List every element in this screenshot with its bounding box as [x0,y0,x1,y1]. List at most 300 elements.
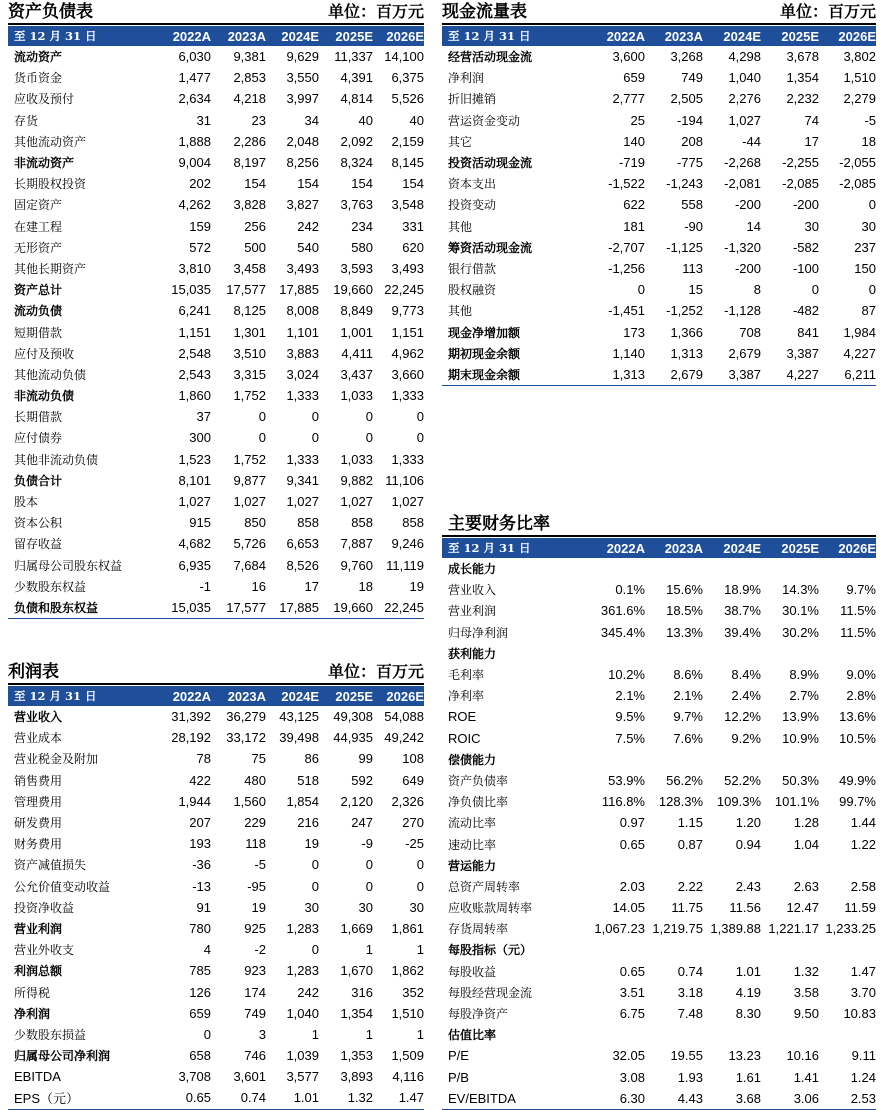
cell-value: 300 [189,430,211,446]
cell-value: 0 [365,430,373,446]
cell-value: 33,172 [226,730,266,746]
cell-value: 1,101 [286,324,319,340]
cell-value: 1,752 [233,451,266,467]
cell-value: 1,027 [728,112,761,128]
table-row [8,706,424,727]
cell-value: 3.58 [793,984,819,1000]
row-label: 获利能力 [448,646,497,661]
cell-value: -1,320 [724,239,761,255]
header-year: 2026E [819,26,876,46]
cell-value: 234 [351,218,373,234]
cell-value: 0.65 [619,963,645,979]
table-row [8,321,424,342]
cell-value: 154 [244,176,266,192]
table-row [8,1024,424,1045]
header-year: 2025E [319,26,373,46]
cell-value: 56.2% [666,772,703,788]
cell-value: 2,232 [786,91,819,107]
cell-value: 23 [251,112,266,128]
cell-value [703,855,761,876]
table-row [442,833,876,854]
row-label: 每股收益 [448,964,497,979]
table-row [8,960,424,981]
table-row [442,152,876,173]
cell-value: 39.4% [724,624,761,640]
cell-value: 2,159 [391,133,424,149]
cell-value: 858 [402,515,424,531]
row-label: 经营活动现金流 [448,50,533,65]
cell-value: 16 [251,578,266,594]
cell-value: 13.23 [728,1048,761,1064]
cell-value: 1,670 [340,963,373,979]
cell-value: -775 [676,155,703,171]
cell-value: 316 [351,984,373,1000]
table-row [442,1045,876,1066]
cell-value: 54,088 [384,709,424,725]
cell-value: 78 [196,751,211,767]
cell-value: 1.32 [793,963,819,979]
cell-value: 173 [623,324,645,340]
cell-value: 1,333 [391,388,424,404]
table-row [442,812,876,833]
table-row [8,110,424,131]
cell-value: 2,777 [612,91,645,107]
table-row [442,918,876,939]
cell-value: 50.3% [782,772,819,788]
cell-value: 3,997 [286,91,319,107]
cell-value: 8,197 [233,155,266,171]
cell-value [645,939,703,960]
cell-value: 2.22 [677,878,703,894]
header-year: 2024E [266,26,319,46]
cell-value: 4,814 [340,91,373,107]
cell-value: 8.6% [673,667,703,683]
cell-value: 6,211 [819,364,876,386]
cashflow-unit: 单位：百万元 [779,2,876,21]
cell-value: 1,027 [178,494,211,510]
cell-value: 1.22 [850,836,876,852]
cell-value: 2.58 [850,878,876,894]
cell-value: 11,106 [385,472,424,488]
table-row [8,88,424,109]
cell-value: 11.5% [840,603,876,619]
cell-value: 0.74 [211,1087,266,1109]
header-year: 2022A [587,538,645,558]
cell-value: 1,509 [391,1048,424,1064]
cell-value: 17,577 [226,282,266,298]
cell-value: 7.6% [673,730,703,746]
row-label: 营业外收支 [14,943,75,958]
row-label: 营业利润 [448,604,497,619]
header-year: 2025E [761,538,819,558]
table-row [8,533,424,554]
cashflow-title: 现金流量表 [442,2,527,22]
row-label: 财务费用 [14,837,63,852]
cell-value: 1,984 [843,324,876,340]
balance-sheet-unit: 单位：百万元 [327,2,424,21]
ratios-table [442,538,876,1110]
table-row [8,364,424,385]
cell-value: 2.63 [793,878,819,894]
cell-value: 6,241 [178,303,211,319]
cell-value: -25 [405,836,424,852]
table-row [8,279,424,300]
header-year: 2026E [373,26,424,46]
cell-value: 49,308 [333,709,373,725]
cell-value: 237 [854,239,876,255]
header-year: 2022A [587,26,645,46]
cell-value: 7.5% [615,730,645,746]
cell-value: 39,498 [279,730,319,746]
cell-value: 0.87 [677,836,703,852]
cell-value: -2,268 [724,155,761,171]
cell-value: 0 [868,282,876,298]
header-row [442,538,876,558]
cell-value: 150 [854,260,876,276]
cell-value: 1,354 [340,1005,373,1021]
cell-value: 1,366 [670,324,703,340]
cell-value: 1,752 [233,388,266,404]
cell-value: 108 [402,751,424,767]
table-row [442,961,876,982]
row-label: 流动资产 [14,50,63,65]
cell-value: 36,279 [226,709,266,725]
cell-value: 6,030 [178,49,211,65]
table-row [442,46,876,67]
cell-value: 3,763 [340,197,373,213]
cell-value: 1,333 [286,388,319,404]
row-label: 其它 [448,134,473,149]
cell-value: 3,387 [703,364,761,386]
cell-value [587,939,645,960]
table-row [8,1003,424,1024]
cell-value: 22,245 [384,282,424,298]
header-year: 2023A [211,26,266,46]
cell-value: 3,268 [670,49,703,65]
balance-sheet-title: 资产负债表 [8,2,93,22]
cell-value: 1,944 [178,793,211,809]
row-label: 负债和股东权益 [8,597,156,619]
cell-value: 9,004 [178,155,211,171]
cell-value: -1,252 [666,303,703,319]
cell-value: 91 [196,899,211,915]
row-label: EV/EBITDA [442,1088,587,1110]
cell-value: -719 [618,155,645,171]
cell-value: 6.75 [619,1006,645,1022]
cell-value: 1,333 [391,451,424,467]
cell-value: 2,279 [843,91,876,107]
cell-value: 1.61 [735,1069,761,1085]
cell-value: 75 [251,751,266,767]
cell-value: 2.43 [735,878,761,894]
cell-value: 1.41 [793,1069,819,1085]
title-rule [8,683,424,685]
cell-value: -2,255 [782,155,819,171]
cell-value: 31,392 [171,709,211,725]
cell-value: 923 [244,963,266,979]
cell-value [761,749,819,770]
header-year: 2026E [819,538,876,558]
cell-value: 9,773 [391,303,424,319]
table-row [8,491,424,512]
cell-value: 3.08 [619,1069,645,1085]
cell-value: 208 [681,133,703,149]
cell-value: 2.03 [619,878,645,894]
cell-value: 15.6% [666,582,703,598]
cell-value: 9,882 [340,472,373,488]
cell-value: -194 [676,112,703,128]
table-row [8,876,424,897]
cell-value: 858 [297,515,319,531]
cell-value: 659 [189,1005,211,1021]
row-label: 营运资金变动 [448,113,521,128]
cell-value: 1,523 [178,451,211,467]
cell-value: 331 [402,218,424,234]
header-year: 2023A [211,686,266,706]
table-row [442,749,876,770]
cell-value: 242 [297,218,319,234]
income-title: 利润表 [8,662,59,682]
header-year: 2023A [645,538,703,558]
cell-value: 1,039 [286,1048,319,1064]
cell-value: 43,125 [279,709,319,725]
cell-value: 0 [258,430,266,446]
table-row [8,939,424,960]
cell-value: 0 [311,857,319,873]
cell-value: 345.4% [600,624,645,640]
cell-value: 154 [402,176,424,192]
cell-value: 9.7% [846,582,876,598]
cell-value: 11.5% [840,624,876,640]
cell-value: 0 [868,197,876,213]
cell-value: 17 [304,578,319,594]
cell-value: 5,526 [391,91,424,107]
cell-value: 8.30 [735,1006,761,1022]
cell-value: 10.5% [839,730,876,746]
table-row [442,110,876,131]
cell-value: 2,276 [728,91,761,107]
cell-value: 3,024 [286,366,319,382]
row-label: 每股经营现金流 [448,985,533,1000]
cell-value: 1,313 [587,364,645,386]
header-period-label: 至 12 月 31 日 [442,538,587,558]
cell-value [819,1024,876,1045]
cell-value: -5 [864,112,876,128]
cell-value: 540 [297,239,319,255]
cell-value: 11.59 [844,900,876,916]
cell-value: 1,067.23 [594,921,645,937]
table-row [442,88,876,109]
row-label: 其他 [448,304,473,319]
row-label: 净负债比率 [448,795,509,810]
cell-value: 1.32 [319,1087,373,1109]
row-label: 净利率 [448,689,485,704]
cell-value: 2.53 [819,1088,876,1110]
cell-value: 270 [402,815,424,831]
cell-value: 2,326 [391,793,424,809]
cell-value: -1,128 [724,303,761,319]
row-label: 银行借款 [448,261,497,276]
cell-value: 15 [688,282,703,298]
cell-value: 749 [244,1005,266,1021]
cell-value: 558 [681,197,703,213]
cell-value: 1,140 [612,345,645,361]
cell-value: 3,678 [786,49,819,65]
cell-value: 7.48 [677,1006,703,1022]
row-label: 股权融资 [448,283,497,298]
cell-value: 2,853 [233,70,266,86]
cell-value: 2.1% [673,688,703,704]
cell-value: 154 [297,176,319,192]
title-rule [442,23,876,25]
cell-value: 154 [351,176,373,192]
cell-value: 622 [623,197,645,213]
row-label: 资本公积 [14,516,63,531]
cell-value: 4,682 [178,536,211,552]
row-label: 毛利率 [448,668,485,683]
row-label: 在建工程 [14,219,63,234]
row-label: 资本支出 [448,177,497,192]
row-label: 偿债能力 [448,752,497,767]
row-label: 折旧摊销 [448,92,497,107]
cell-value: 2,679 [645,364,703,386]
cell-value: 1,283 [286,920,319,936]
cell-value: 4 [203,942,211,958]
cell-value: 11,119 [386,557,424,573]
cell-value: 202 [189,176,211,192]
cell-value: 128.3% [658,794,703,810]
cell-value: 0 [416,878,424,894]
cell-value: 1,560 [233,793,266,809]
table-row [8,854,424,875]
cell-value: 10.16 [786,1048,819,1064]
cell-value: 1.04 [793,836,819,852]
cell-value: 1.24 [850,1069,876,1085]
header-year: 2024E [703,538,761,558]
table-row [442,300,876,321]
cell-value: 1,301 [233,324,266,340]
row-label: 期末现金余额 [442,364,587,386]
cell-value: 32.05 [612,1048,645,1064]
cell-value: 30 [358,899,373,915]
row-label: ROIC [448,730,481,746]
row-label: 总资产周转率 [448,879,521,894]
cell-value: 1,027 [233,494,266,510]
row-label: 营运能力 [448,858,497,873]
income-unit: 单位：百万元 [327,662,424,681]
cell-value: -36 [192,857,211,873]
cell-value: 8,101 [178,472,211,488]
table-row [8,385,424,406]
cell-value: 113 [682,260,703,276]
row-label: 利润总额 [14,964,63,979]
cell-value: 44,935 [333,730,373,746]
cell-value: 4,227 [761,364,819,386]
table-row [442,664,876,685]
cell-value: 0 [811,282,819,298]
cell-value: 780 [189,920,211,936]
table-row [442,67,876,88]
table-row [442,258,876,279]
cell-value: 352 [402,984,424,1000]
cell-value: 8,008 [286,303,319,319]
cell-value: 109.3% [716,794,761,810]
cell-value: 1,860 [178,388,211,404]
cell-value: 1.15 [677,815,703,831]
cell-value: 0.94 [735,836,761,852]
table-row [442,685,876,706]
cell-value: 2,634 [178,91,211,107]
cell-value: -1,125 [666,239,703,255]
cell-value [645,749,703,770]
cell-value: 10.9% [782,730,819,746]
cell-value: 17 [804,133,819,149]
cell-value: -2,085 [782,176,819,192]
header-year: 2025E [761,26,819,46]
cell-value: -9 [361,836,373,852]
cell-value: 11.56 [729,900,761,916]
cell-value: 181 [623,218,645,234]
cell-value: -582 [792,239,819,255]
table-row [8,470,424,491]
cell-value: 3.68 [703,1088,761,1110]
row-label: 归属母公司净利润 [14,1049,111,1064]
cell-value: 480 [244,772,266,788]
cell-value: 0 [416,409,424,425]
table-row [442,237,876,258]
header-year: 2023A [645,26,703,46]
cell-value: 3,577 [286,1069,319,1085]
cell-value: 841 [797,324,819,340]
cell-value: 3,550 [286,70,319,86]
table-row [8,897,424,918]
row-label: 研发费用 [14,816,63,831]
cell-value: 2,048 [286,133,319,149]
cell-value: -200 [792,197,819,213]
table-row [442,343,876,364]
income-table [8,686,424,1110]
table-row [442,321,876,342]
balance-sheet-table [8,26,424,619]
cell-value: 1 [416,942,424,958]
cell-value: 31 [196,112,211,128]
table-row [442,706,876,727]
cell-value: 0.65 [156,1087,211,1109]
table-row [442,173,876,194]
ratios-title: 主要财务比率 [448,514,550,534]
cell-value: 1,888 [178,133,211,149]
cell-value: 1,027 [286,494,319,510]
cell-value: 1,151 [178,324,211,340]
row-label: 非流动负债 [14,389,75,404]
row-label: 公允价值变动收益 [14,879,111,894]
cell-value: 5,726 [233,536,266,552]
cell-value: 207 [189,815,211,831]
cell-value: 10.83 [843,1006,876,1022]
cell-value: 3.18 [677,984,703,1000]
cell-value: 3,828 [233,197,266,213]
cell-value: 17,577 [211,597,266,619]
row-label: ROE [448,709,477,725]
cell-value: 1.47 [850,963,876,979]
table-row [442,855,876,876]
table-row [8,427,424,448]
row-label: EPS（元） [8,1087,156,1109]
cell-value: -200 [734,197,761,213]
cell-value: 11.75 [671,900,703,916]
cell-value: 2,120 [340,793,373,809]
cell-value: 3 [258,1026,266,1042]
